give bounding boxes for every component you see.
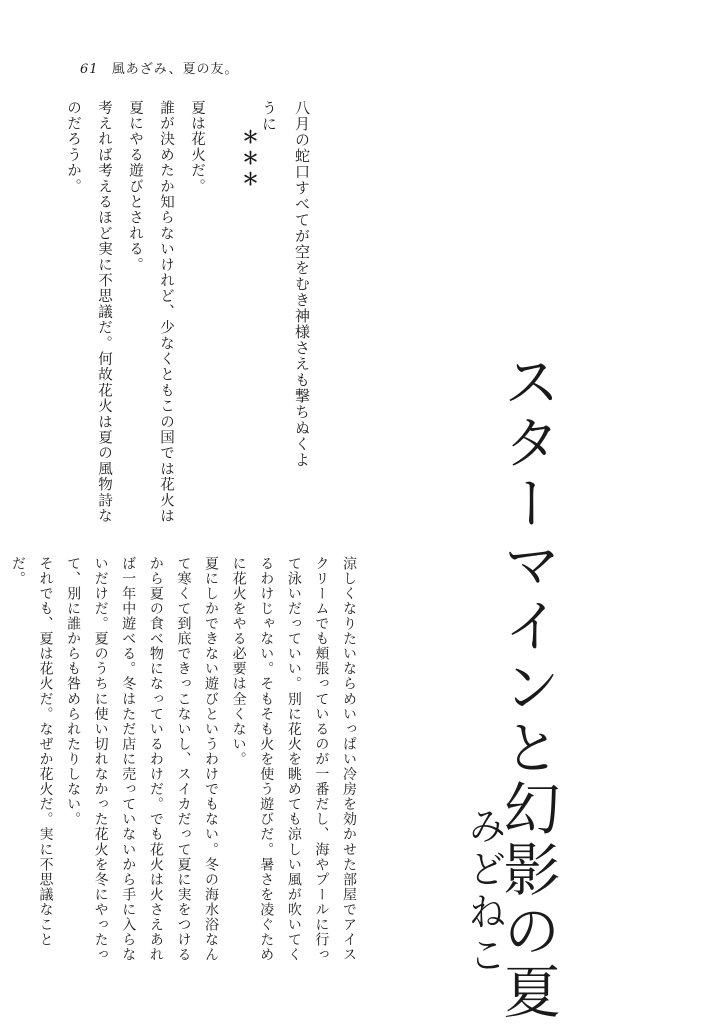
prose-lower bbox=[0, 556, 362, 976]
running-title: 風あざみ、夏の友。 bbox=[111, 62, 239, 77]
paragraph: 誰が決めたか知らないけれど、少なくともこの国では花火は夏にやる遊びとされる。 bbox=[127, 100, 174, 524]
paragraph: それでも、夏は花火だ。なぜか花火だ。実に不思議なことだ。 bbox=[9, 556, 54, 948]
author-name: みどねこ bbox=[462, 806, 506, 978]
section-separator: ＊＊＊ bbox=[238, 128, 258, 191]
story-title: スターマインと幻影の夏 bbox=[494, 352, 560, 1023]
tanka-poem bbox=[252, 100, 318, 480]
running-header bbox=[80, 58, 238, 77]
paragraph bbox=[0, 556, 3, 976]
prose-upper bbox=[57, 100, 212, 530]
paragraph: 夏にしかできない遊びというわけでもない。冬の海水浴なんて寒くて到底できっこないし、スイカだって夏に実をつけるから夏の食べ物になっているわけだ。でも花火は火さえあれば一年中遊べる。冬はただ店に売っていないから手に入らないだけだ。夏のうちに使い切れなかった花火を冬にやったって、別に誰からも咎められたりしない。 bbox=[65, 556, 220, 963]
paragraph: 夏は花火だ。 bbox=[189, 100, 205, 195]
paragraph: 考えれば考えるほど実に不思議だ。何故花火は夏の風物詩なのだろうか。 bbox=[65, 100, 112, 524]
page-number: 61 bbox=[80, 62, 99, 77]
paragraph: 涼しくなりたいならめいっぱい冷房を効かせた部屋でアイスクリームでも頬張っているのが一番だし、海やプールに行って泳いだっていい。別に花火を眺めても涼しい風が吹いてくるわけじゃない。そもそも火を使う遊びだ。暑さを凌ぐために花火をやる必要は全くない。 bbox=[230, 556, 357, 963]
poem-line: 八月の蛇口すべてが空をむき神様さえも撃ちぬくように bbox=[260, 100, 311, 468]
